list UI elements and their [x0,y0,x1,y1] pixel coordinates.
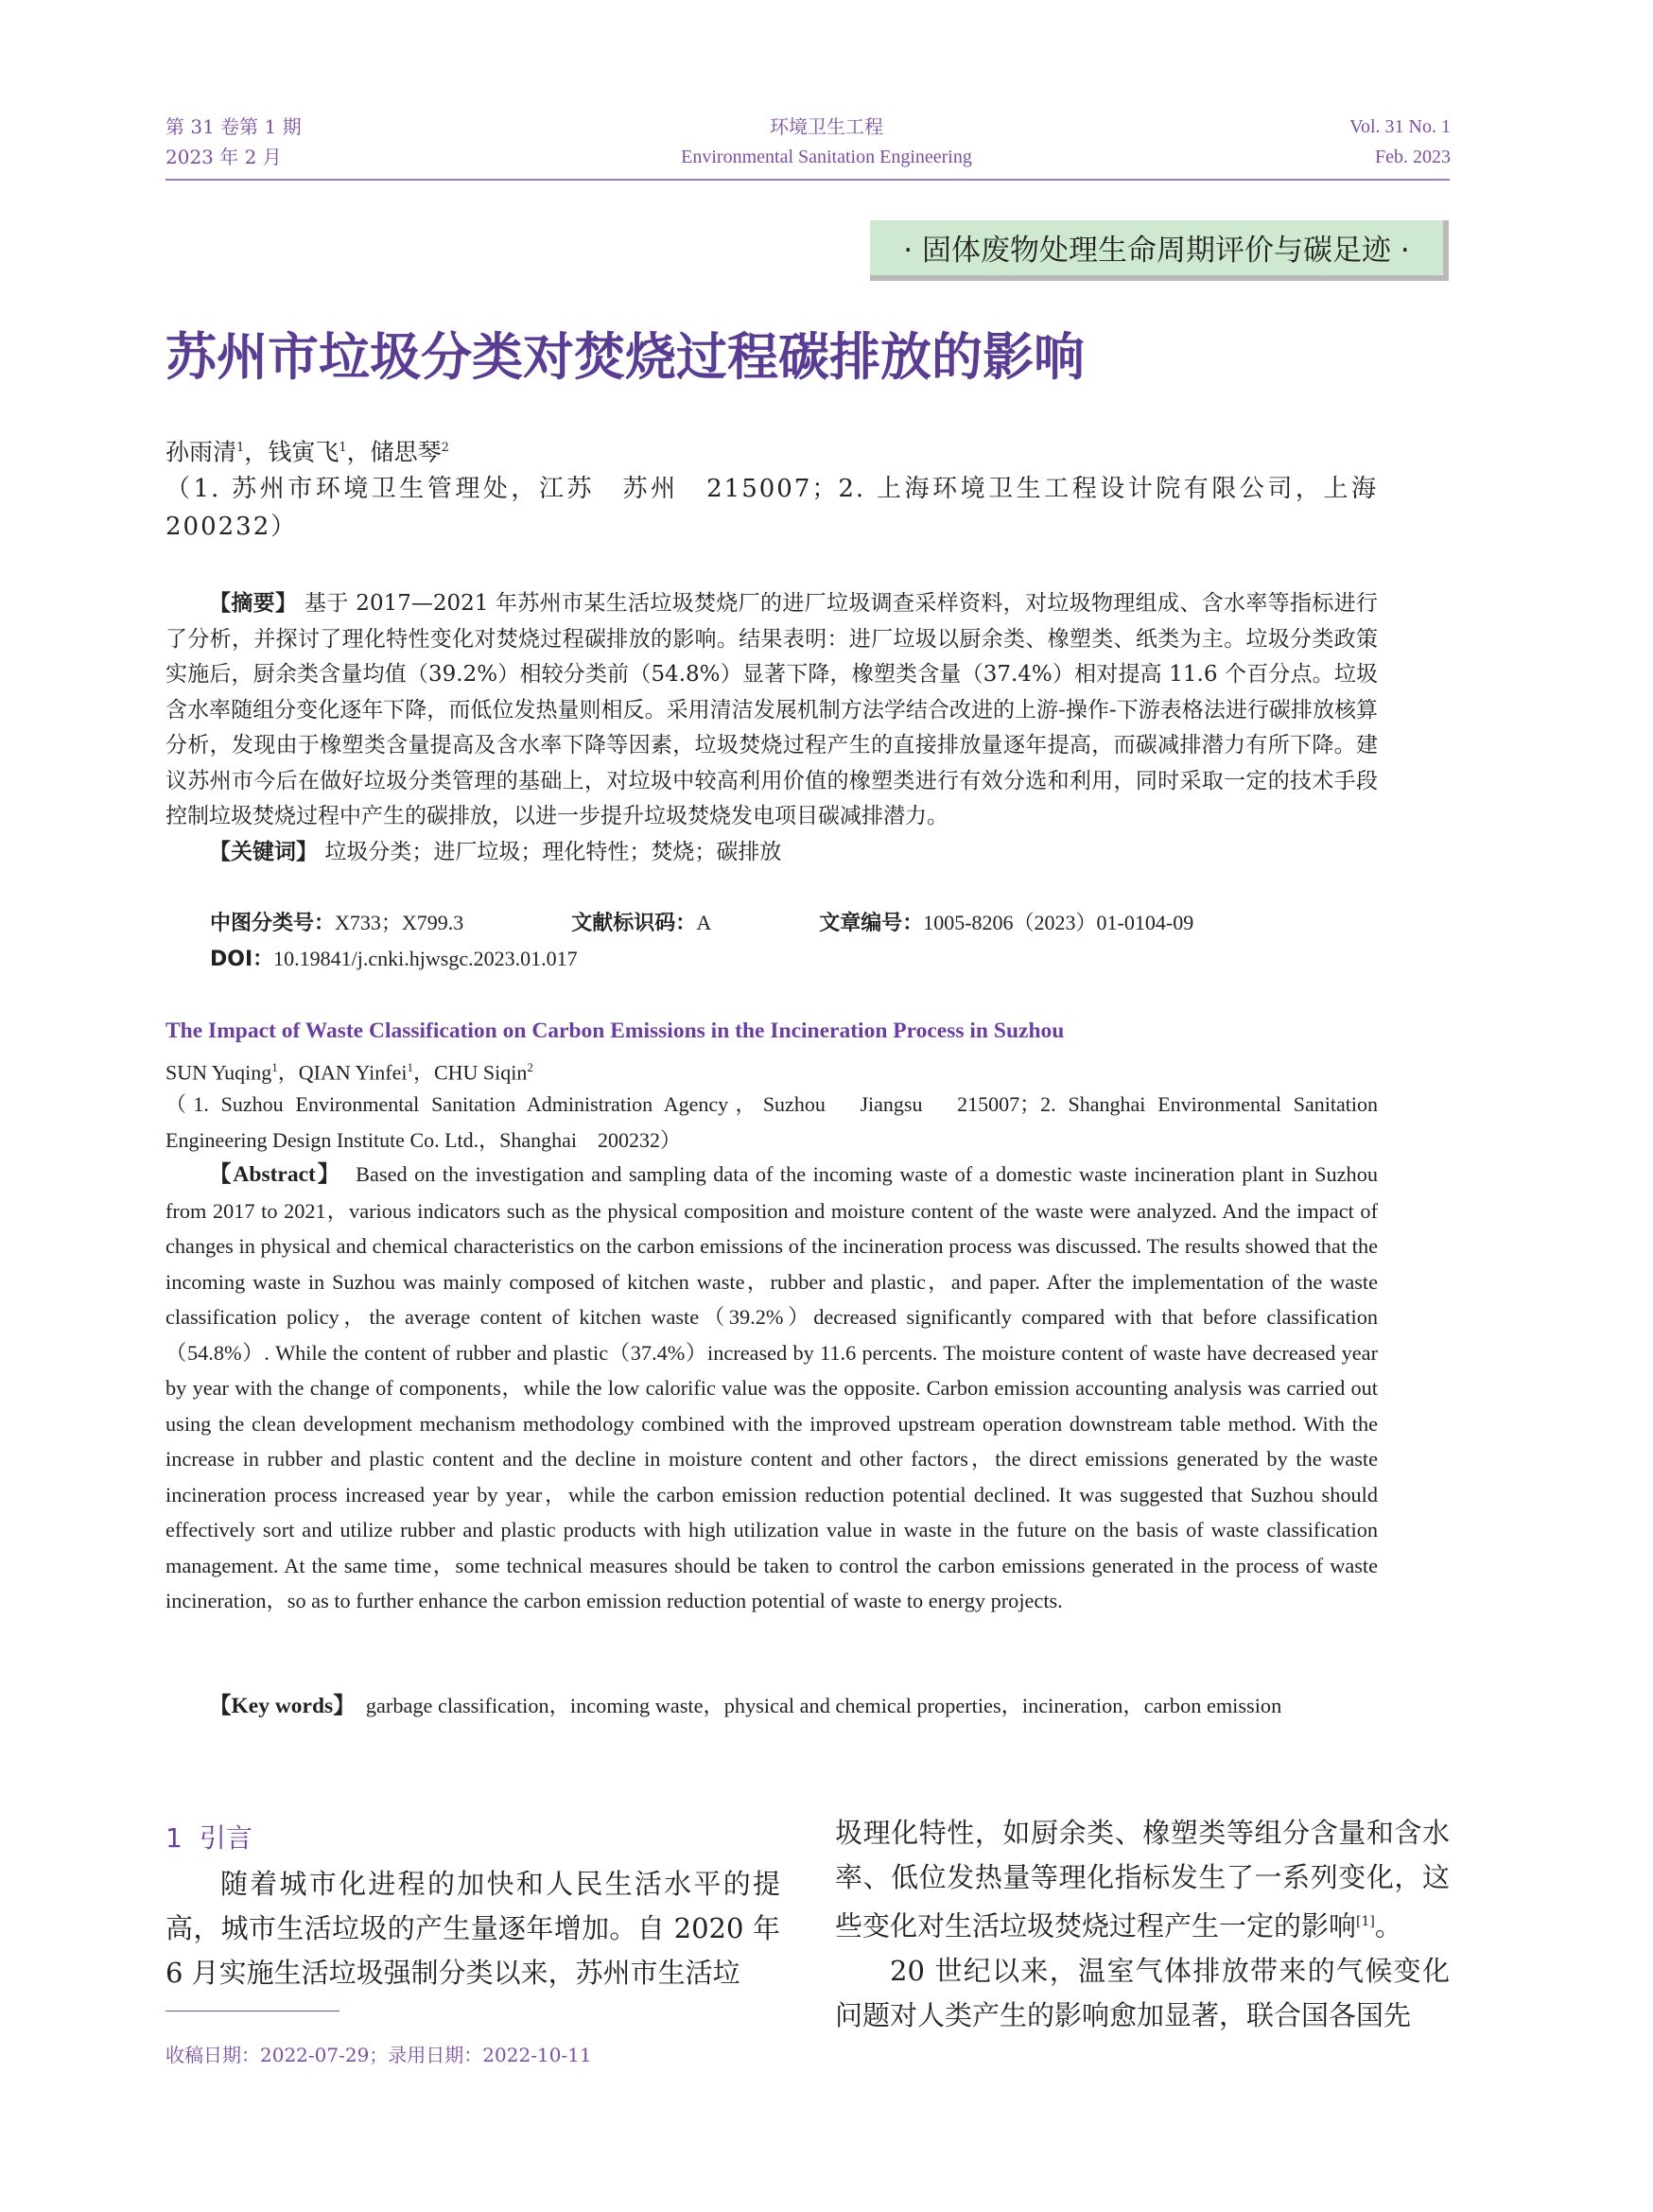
section-banner: · 固体废物处理生命周期评价与碳足迹 · [870,220,1449,281]
abstract-cn-text: 基于 2017—2021 年苏州市某生活垃圾焚烧厂的进厂垃圾调查采样资料，对垃圾物理组成、含水率等指标进行了分析，并探讨了理化特性变化对焚烧过程碳排放的影响。结果表明：进厂垃圾以厨余类、橡塑类、纸类为主。垃圾分类政策实施后，厨余类含量均值（39.2%）相较分类前（54.8%）显著下降，橡塑类含量（37.4%）相对提高 11.6 个百分点。垃圾含水率随组分变化逐年下降，而低位发热量则相反。采用清洁发展机制方法学结合改进的上游-操作-下游表格法进行碳排放核算分析，发现由于橡塑类含量提高及含水率下降等因素，垃圾焚烧过程产生的直接排放量逐年提高，而碳减排潜力有所下降。建议苏州市今后在做好垃圾分类管理的基础上，对垃圾中较高利用价值的橡塑类进行有效分选和利用，同时采取一定的技术手段控制垃圾焚烧过程中产生的碳排放，以进一步提升垃圾焚烧发电项目碳减排潜力。 [165,591,1379,828]
keywords-en-text: garbage classification，incoming waste，physical and chemical properties，incineration，carbon emission [365,1694,1282,1717]
header-vol-en: Vol. 31 No. 1 [1349,116,1451,137]
affiliations-cn: （1. 苏州市环境卫生管理处，江苏 苏州 215007；2. 上海环境卫生工程设计院有限公司，上海 200232） [165,475,1378,541]
body-column-left [165,1816,780,1995]
section-number: 1 [165,1822,183,1854]
header-volume [1349,112,1451,172]
author-name-en: SUN Yuqing [165,1060,272,1085]
author-aff-en: 2 [527,1060,533,1074]
doc-code-label: 文献标识码： [571,912,697,935]
body-paragraph [835,1811,1450,1949]
author-name-en: CHU Siqin [433,1060,528,1085]
abstract-en-text: Based on the investigation and sampling data of the incoming waste of a domestic waste incineration plant in Suzhou from 2017 to 2021，various indicators such as the physical composition and moisture content of the waste were analyzed. And the impact of changes in physical and chemical characteristics on the carbon emissions of the incineration process was discussed. The results showed that the incoming waste in Suzhou was mainly composed of kitchen waste，rubber and plastic，and paper. After the implementation of the waste classification policy，the average content of kitchen waste（39.2%）decreased significantly compared with that before classification（54.8%）. While the content of rubber and plastic（37.4%）increased by 11.6 percents. The moisture content of waste have decreased year by year with the change of components，while the low calorific value was the opposite. Carbon emission accounting analysis was carried out using the clean development mechanism methodology combined with the improved upstream operation downstream table method. With the increase in rubber and plastic content and the decline in moisture content and other factors，the direct emissions generated by the waste incineration process increased year by year，while the carbon emission reduction potential declined. It was suggested that Suzhou should effectively sort and utilize rubber and plastic products with high utilization value in waste in the future on the basis of waste classification management. At the same time，some technical measures should be taken to control the carbon emissions generated in the process of waste incineration，so as to further enhance the carbon emission reduction potential of waste to energy projects. [165,1162,1378,1612]
header-issue-cn: 第 31 卷第 1 期 [165,115,302,138]
paper-title-en: The Impact of Waste Classification on Carbon Emissions in the Incineration Process in Suzhou [165,1019,1065,1043]
header-journal-en: Environmental Sanitation Engineering [681,147,972,167]
keywords-en [165,1688,1378,1724]
clc-value: X733；X799.3 [335,911,464,934]
classification-line [210,905,1193,942]
author-aff-en: 1 [271,1060,278,1074]
doi-line [210,941,578,978]
footnote-rule [165,2011,339,2012]
doi-value: 10.19841/j.cnki.hjwsgc.2023.01.017 [273,947,578,970]
paper-title-cn: 苏州市垃圾分类对焚烧过程碳排放的影响 [165,327,1085,387]
body-paragraph: 20 世纪以来，温室气体排放带来的气候变化问题对人类产生的影响愈加显著，联合国各国先 [835,1954,1450,2031]
body-paragraph: 随着城市化进程的加快和人民生活水平的提高，城市生活垃圾的产生量逐年增加。自 2020 年 6 月实施生活垃圾强制分类以来，苏州市生活垃 [165,1868,780,1989]
author-name-en: QIAN Yinfei [298,1060,408,1085]
abstract-cn-label: 【摘要】 [209,591,298,616]
section-title: 引言 [199,1822,252,1854]
author-aff: 1 [339,441,347,455]
header-rule [165,179,1450,181]
abstract-en [165,1157,1378,1619]
abstract-cn [165,586,1378,870]
header-date-en: Feb. 2023 [1375,147,1451,167]
keywords-cn-text: 垃圾分类；进厂垃圾；理化特性；焚烧；碳排放 [324,839,782,864]
author-name: 孙雨清 [165,438,237,466]
authors-cn: 孙雨清$^1$，钱寅飞$^1$，储思琴$^2$ [165,438,449,466]
citation-ref[interactable]: [1] [1356,1914,1375,1929]
abstract-en-label: 【Abstract】 [209,1162,342,1187]
keywords-cn-label: 【关键词】 [209,839,318,864]
author-aff: 1 [236,441,245,455]
author-name: 储思琴 [370,438,442,466]
author-aff-en: 1 [407,1060,413,1074]
header-journal-cn: 环境卫生工程 [770,115,883,138]
doc-code-value: A [696,911,712,934]
article-number-value: 1005-8206（2023）01-0104-09 [923,911,1194,934]
doi-label: DOI： [210,948,274,971]
clc-label: 中图分类号： [210,912,336,935]
paragraph-end: 。 [1374,1909,1402,1942]
paragraph-text: 圾理化特性，如厨余类、橡塑类等组分含量和含水率、低位发热量等理化指标发生了一系列变化，这些变化对生活垃圾焚烧过程产生一定的影响 [835,1817,1450,1942]
affiliations-en: （1. Suzhou Environmental Sanitation Administration Agency，Suzhou Jiangsu 215007；2. Shanghai Environmental Sanitation Engineering Design Institute Co. Ltd.，Shanghai 200232） [165,1092,1378,1152]
section-heading [165,1816,780,1860]
body-column-right [835,1811,1450,2038]
header-date-cn: 2023 年 2 月 [165,146,282,168]
keywords-en-label: 【Key words】 [209,1694,356,1718]
author-aff: 2 [441,441,449,455]
authors-en: SUN Yuqing$^1$，QIAN Yinfei$^1$，CHU Siqin$^2$ [165,1060,533,1085]
footnote-dates: 收稿日期：2022-07-29；录用日期：2022-10-11 [165,2044,592,2066]
article-number-label: 文章编号： [819,912,924,935]
author-name: 钱寅飞 [268,438,339,466]
